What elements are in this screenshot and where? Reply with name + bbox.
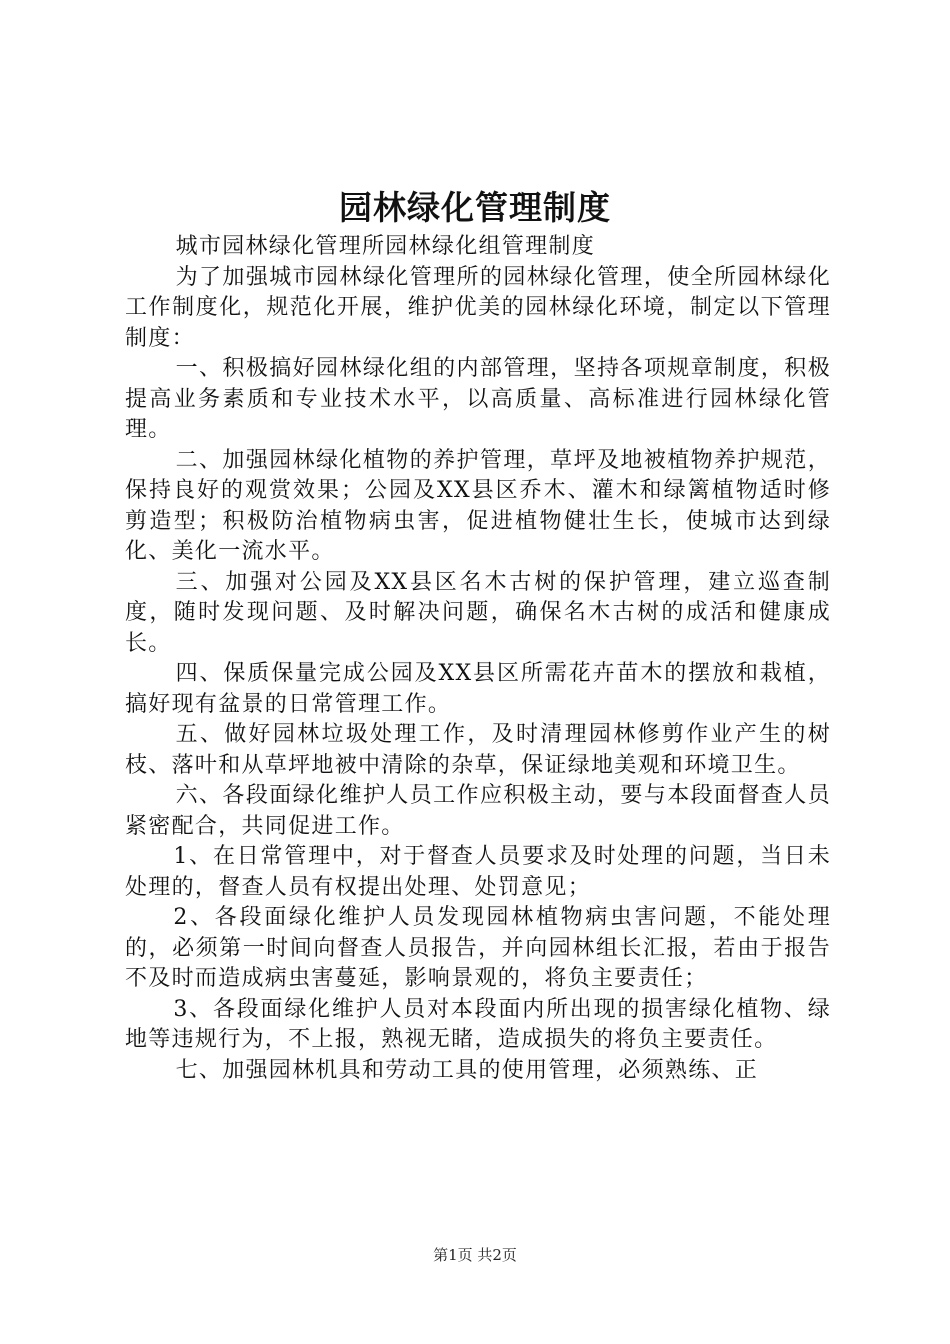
intro-paragraph: 为了加强城市园林绿化管理所的园林绿化管理，使全所园林绿化工作制度化，规范化开展，维护优美的园林绿化环境，制定以下管理制度： bbox=[125, 264, 831, 351]
clause-6-paragraph: 六、各段面绿化维护人员工作应积极主动，要与本段面督查人员紧密配合，共同促进工作。 bbox=[125, 783, 831, 839]
sub-clause-1-paragraph: 1、在日常管理中，对于督查人员要求及时处理的问题，当日未处理的，督查人员有权提出处理、处罚意见； bbox=[125, 844, 831, 900]
clause-1-paragraph: 一、积极搞好园林绿化组的内部管理，坚持各项规章制度，积极提高业务素质和专业技术水平，以高质量、高标准进行园林绿化管理。 bbox=[125, 356, 831, 442]
document-title: 园林绿化管理制度 bbox=[339, 188, 611, 227]
subtitle-paragraph: 城市园林绿化管理所园林绿化组管理制度 bbox=[175, 234, 595, 259]
clause-3-paragraph: 三、加强对公园及XX县区名木古树的保护管理，建立巡查制度，随时发现问题、及时解决问题，确保名木古树的成活和健康成长。 bbox=[125, 569, 831, 656]
sub-clause-2-paragraph: 2、各段面绿化维护人员发现园林植物病虫害问题，不能处理的，必须第一时间向督查人员报告，并向园林组长汇报，若由于报告不及时而造成病虫害蔓延，影响景观的，将负主要责任； bbox=[125, 905, 831, 991]
clause-7-paragraph: 七、加强园林机具和劳动工具的使用管理，必须熟练、正 bbox=[175, 1057, 759, 1083]
clause-4-paragraph: 四、保质保量完成公园及XX县区所需花卉苗木的摆放和栽植，搞好现有盆景的日常管理工作。 bbox=[125, 661, 831, 717]
sub-clause-3-paragraph: 3、各段面绿化维护人员对本段面内所出现的损害绿化植物、绿地等违规行为，不上报，熟视无睹，造成损失的将负主要责任。 bbox=[125, 996, 831, 1052]
document-body bbox=[125, 232, 831, 1086]
clause-2-paragraph: 二、加强园林绿化植物的养护管理，草坪及地被植物养护规范，保持良好的观赏效果；公园及XX县区乔木、灌木和绿篱植物适时修剪造型；积极防治植物病虫害，促进植物健壮生长，使城市达到绿化、美化一流水平。 bbox=[125, 447, 831, 564]
clause-5-paragraph: 五、做好园林垃圾处理工作，及时清理园林修剪作业产生的树枝、落叶和从草坪地被中清除的杂草，保证绿地美观和环境卫生。 bbox=[125, 722, 831, 778]
page-number-footer: 第1页 共2页 bbox=[433, 1246, 517, 1264]
